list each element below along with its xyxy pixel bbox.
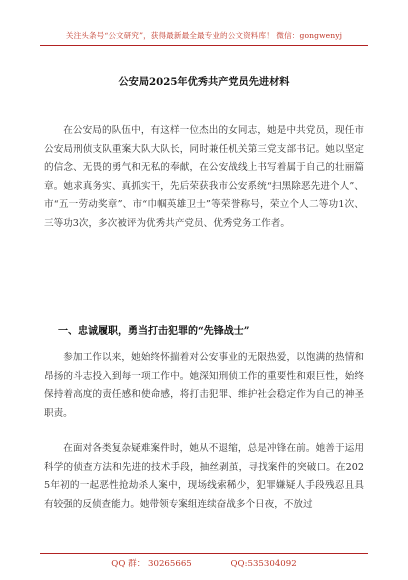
document-title: 公安局2025年优秀共产党员先进材料 [118,76,290,88]
section-heading-1: 一、忠诚履职，勇当打击犯罪的“先锋战士” [58,326,250,337]
footer-qq-number: QQ:535304092 [230,559,297,569]
footer-divider [40,553,368,554]
paragraph-work-attitude: 参加工作以来，她始终怀揣着对公安事业的无限热爱，以饱满的热情和昂扬的斗志投入到每一项工作中。她深知刑侦工作的重要性和艰巨性，始终保持着高度的责任感和使命感，将打击犯罪、维护社会稳定作为自己的神圣职责。 [44,352,364,419]
header-promo-text: 关注头条号“公文研究”，获得最新最全最专业的公文资料库！ 微信：gongwenyj [65,31,343,40]
footer-contacts [0,557,408,569]
paragraph-case-handling: 在面对各类复杂疑难案件时，她从不退缩，总是冲锋在前。她善于运用科学的侦查方法和先进的技术手段，抽丝剥茧，寻找案件的突破口。在2025年初的一起恶性抢劫杀人案中，现场线索稀少，犯罪嫌疑人手段残忍且具有较强的反侦查能力。她带领专案组连续奋战多个日夜，不放过 [44,443,364,510]
footer-qq-group: QQ 群： 30265665 [111,559,192,569]
paragraph-intro: 在公安局的队伍中，有这样一位杰出的女同志，她是中共党员，现任市公安局刑侦支队重案大队大队长，同时兼任机关第三党支部书记。她以坚定的信念、无畏的勇气和无私的奉献，在公安战线上书写着属于自己的壮丽篇章。她求真务实、真抓实干，先后荣获我市公安系统“扫黑除恶先进个人”、市“五一劳动奖章”、市“巾帼英雄卫士”等荣誉称号，荣立个人二等功1次、三等功3次，多次被评为优秀共产党员、优秀党务工作者。 [44,125,364,229]
header-divider [40,45,368,46]
